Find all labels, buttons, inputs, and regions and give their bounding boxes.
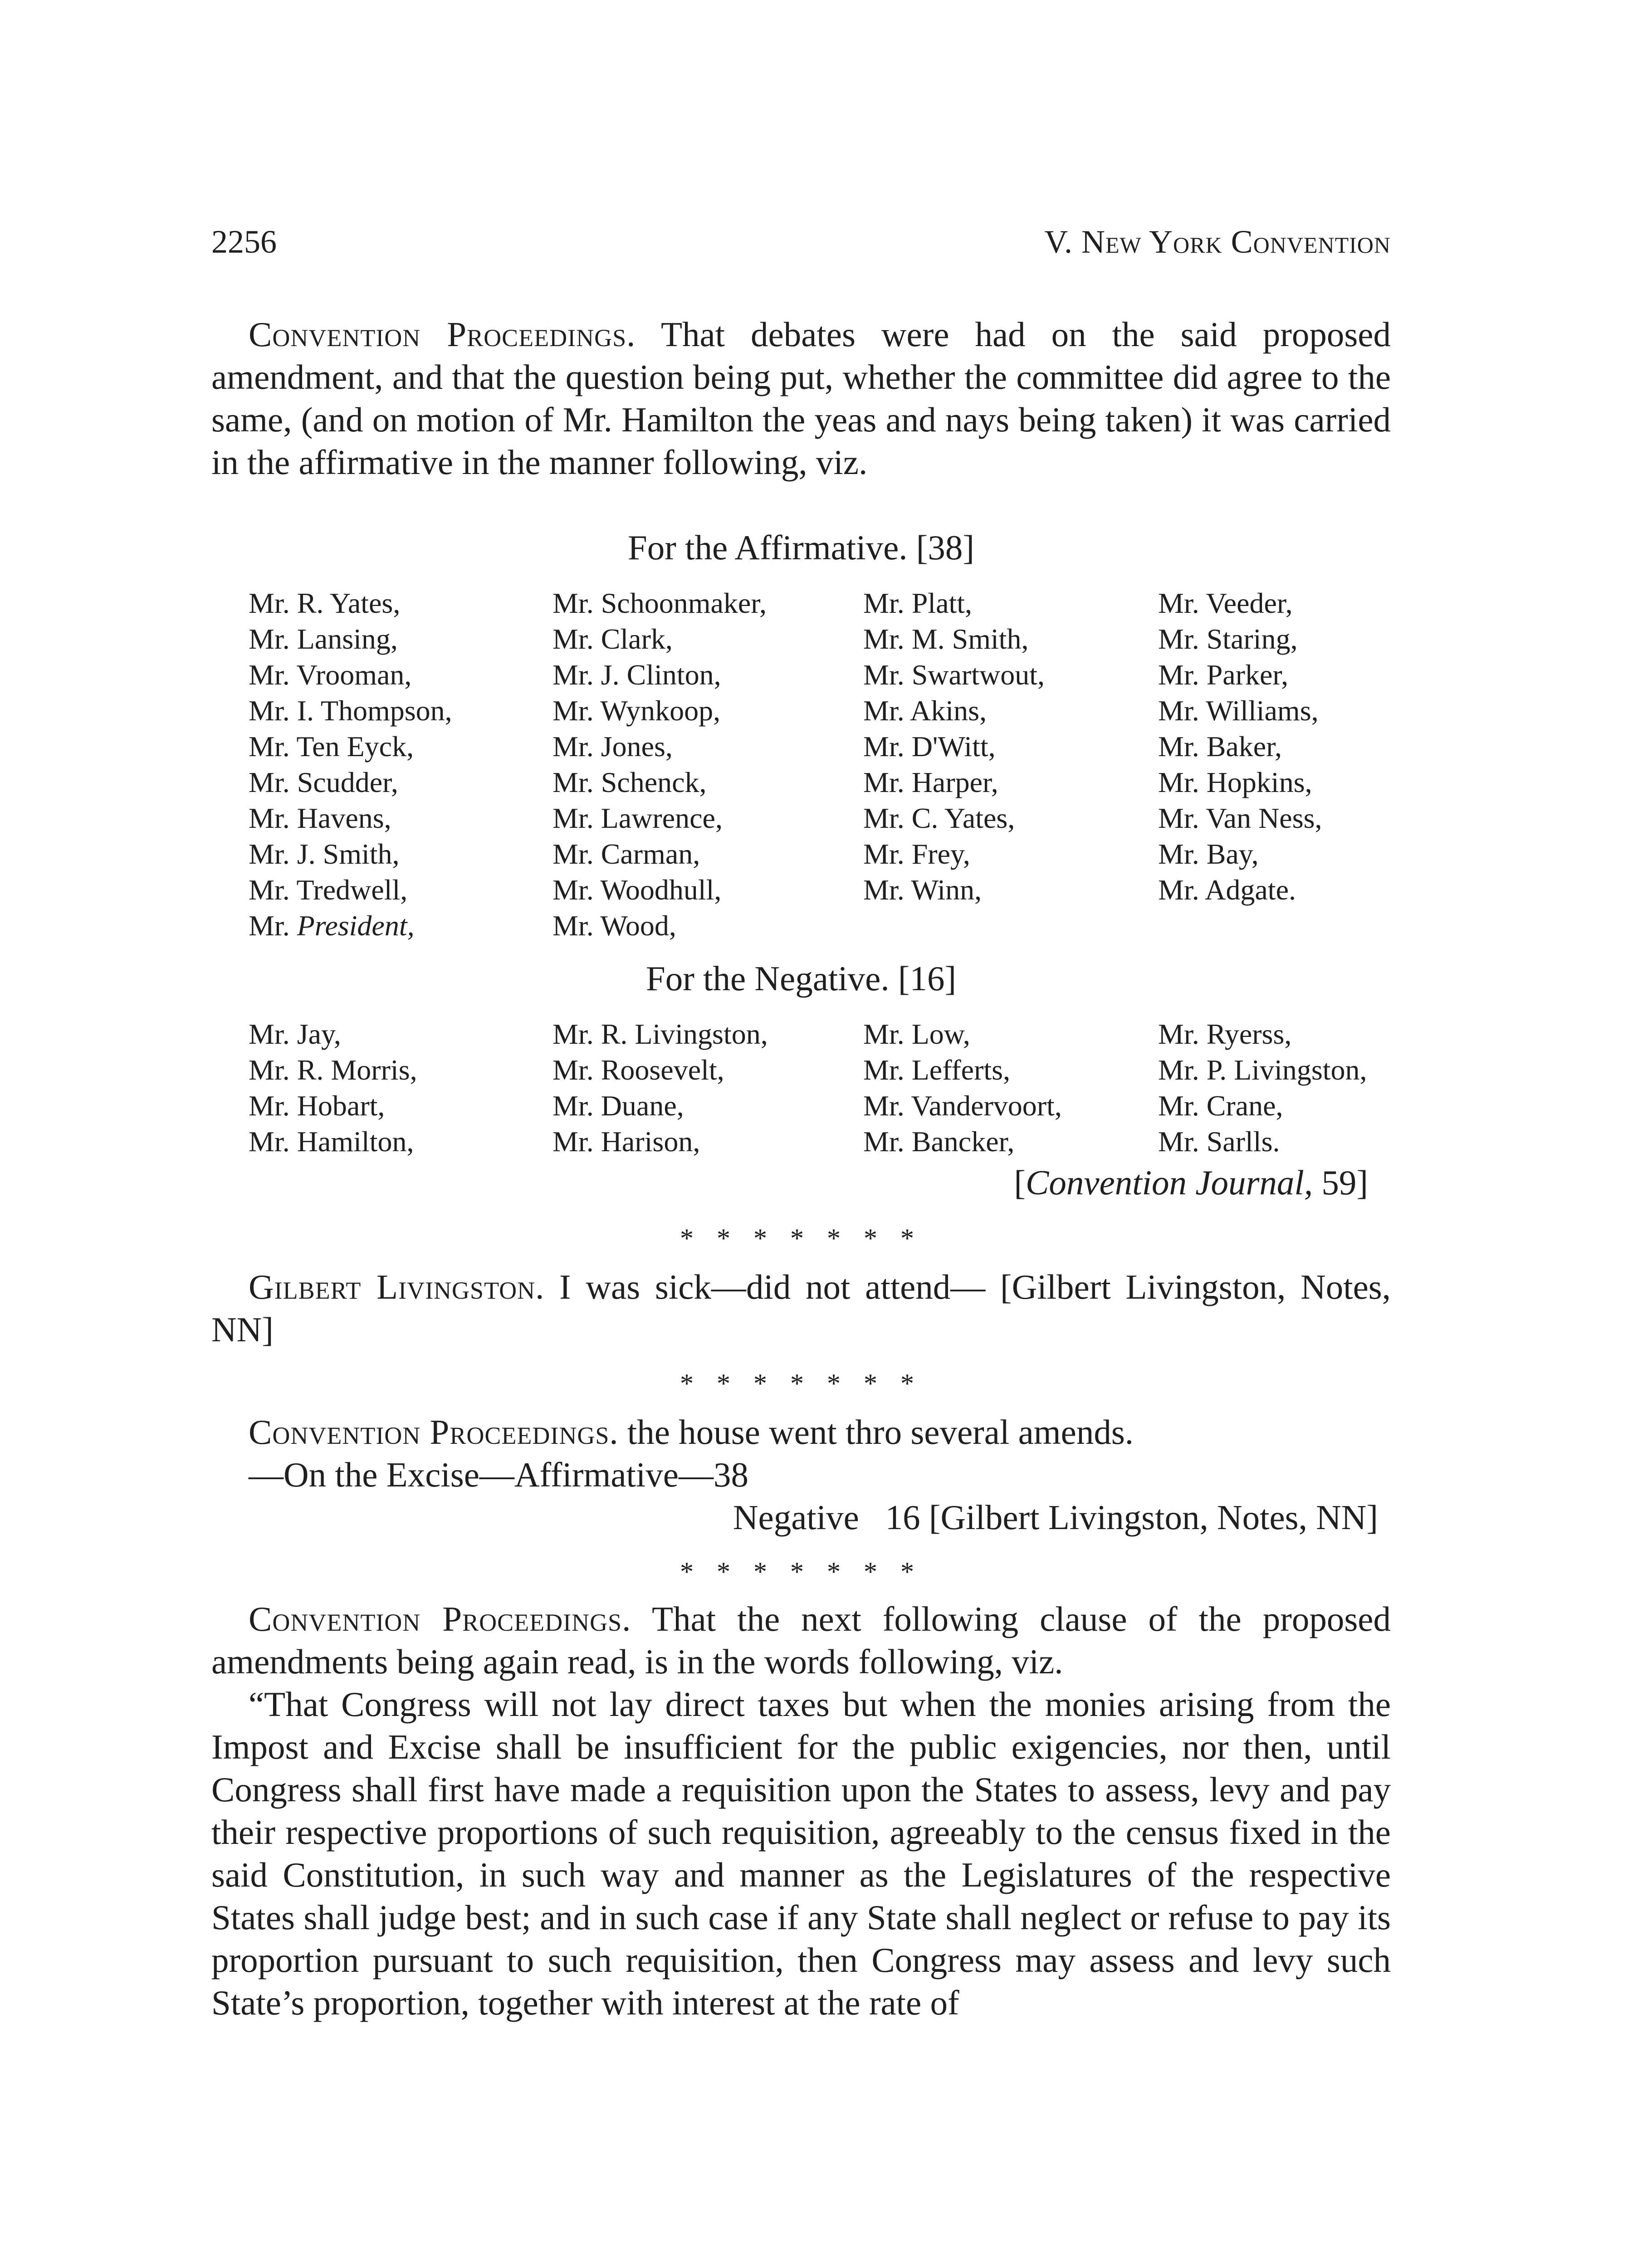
member-name: Mr. Roosevelt, (552, 1054, 724, 1086)
section-separator: * * * * * * * (680, 1557, 922, 1587)
section-separator: * * * * * * * (680, 1223, 922, 1253)
member-name: Mr. Vandervoort, (863, 1090, 1062, 1122)
page-number: 2256 (211, 224, 277, 260)
member-name: Mr. Parker, (1158, 659, 1289, 691)
member-name: Mr. Bancker, (863, 1125, 1015, 1158)
name-row (249, 908, 1391, 943)
name-row (249, 657, 1391, 693)
speaker-label: Convention Proceedings. (249, 1413, 619, 1452)
paragraph-convention-proceedings-3 (211, 1598, 1391, 1683)
member-name: Mr. Williams, (1158, 694, 1319, 727)
member-name: Mr. Jones, (552, 730, 673, 763)
member-name: Mr. Wynkoop, (552, 694, 721, 727)
quoted-amendment: “That Congress will not lay direct taxes but when the monies arising from the Impost and Excise shall be insufficient for the public exigencies, nor then, until Congress shall first have made a requisition upon the States to assess, levy and pay their respective proportions of such requisition, agreeably to the census fixed in the said Constitution, in such way and manner as the Legislatures of the respective States shall judge best; and in such case if any State shall neglect or refuse to pay its proportion pursuant to such requisition, then Congress may assess and levy such State’s proportion, together with interest at the rate of (211, 1685, 1391, 2022)
name-row (249, 836, 1391, 872)
citation-convention-journal (1014, 1161, 1368, 1204)
member-name: Mr. Carman, (552, 838, 700, 870)
name-row (249, 764, 1391, 800)
name-row (249, 728, 1391, 764)
member-name: Mr. Scudder, (249, 766, 398, 798)
citation-page: 59] (1313, 1163, 1368, 1202)
affirmative-heading: For the Affirmative. [38] (627, 528, 975, 567)
member-name: Mr. R. Morris, (249, 1054, 417, 1086)
member-name: Mr. J. Smith, (249, 838, 400, 870)
member-name: Mr. Crane, (1158, 1090, 1283, 1122)
member-name: Mr. Swartwout, (863, 659, 1045, 691)
section-separator: * * * * * * * (680, 1369, 922, 1398)
member-name: Mr. Woodhull, (552, 874, 722, 906)
member-name: Mr. R. Livingston, (552, 1018, 768, 1050)
member-name: Mr. J. Clinton, (552, 659, 721, 691)
member-name: Mr. Lefferts, (863, 1054, 1011, 1086)
negative-name-list (249, 1016, 1391, 1159)
name-row (249, 621, 1391, 657)
member-name: Mr. M. Smith, (863, 623, 1029, 655)
citation-bracket: [ (1014, 1163, 1026, 1202)
member-name: Mr. Hopkins, (1158, 766, 1312, 798)
paragraph-convention-proceedings-1 (211, 313, 1391, 484)
member-name: Mr. Clark, (552, 623, 673, 655)
member-name: Mr. Low, (863, 1018, 970, 1050)
member-name: Mr. Van Ness, (1158, 802, 1322, 834)
member-name: Mr. Schenck, (552, 766, 707, 798)
member-name: Mr. Winn, (863, 874, 982, 906)
paragraph-text: the house went thro several amends. (618, 1413, 1134, 1452)
member-name: Mr. Sarlls. (1158, 1125, 1280, 1158)
member-prefix: Mr. (249, 909, 290, 942)
member-name: Mr. Akins, (863, 694, 987, 727)
paragraph-convention-proceedings-2 (211, 1411, 1391, 1453)
name-row (249, 693, 1391, 728)
paragraph-gilbert-livingston (211, 1266, 1391, 1351)
running-title: V. New York Convention (1044, 224, 1391, 260)
member-name: Mr. D'Witt, (863, 730, 996, 763)
member-name: Mr. Tredwell, (249, 874, 408, 906)
name-row (249, 1052, 1391, 1088)
member-name: Mr. P. Livingston, (1158, 1054, 1367, 1086)
member-name: Mr. Frey, (863, 838, 970, 870)
negative-heading: For the Negative. [16] (645, 959, 957, 998)
name-row (249, 1124, 1391, 1159)
document-page (211, 0, 1391, 2268)
name-row (249, 1016, 1391, 1052)
excise-vote-line: —On the Excise—Affirmative—38 (249, 1455, 748, 1494)
speaker-label: Convention Proceedings. (249, 1599, 631, 1638)
member-name: Mr. Harper, (863, 766, 998, 798)
affirmative-name-list (249, 585, 1391, 943)
name-row (249, 1088, 1391, 1124)
speaker-label: Gilbert Livingston. (249, 1267, 545, 1306)
member-name: Mr. Lawrence, (552, 802, 723, 834)
member-name: Mr. Staring, (1158, 623, 1298, 655)
member-name: Mr. Wood, (552, 909, 676, 942)
citation-source: Convention Journal, (1026, 1163, 1313, 1202)
member-name: Mr. Adgate. (1158, 874, 1296, 906)
president-label: President, (297, 909, 415, 942)
member-name: Mr. Jay, (249, 1018, 341, 1050)
member-name: Mr. R. Yates, (249, 587, 401, 619)
member-name: Mr. Hamilton, (249, 1125, 414, 1158)
speaker-label: Convention Proceedings. (249, 315, 636, 354)
paragraph-text: That debates were had on the said proposed amendment, and that the question being put, whether the committee did agree to the same, (and on motion of Mr. Hamilton the yeas and nays being taken) it was carried in the affirmative in the manner following, viz. (211, 315, 1391, 482)
member-name: Mr. Hobart, (249, 1090, 385, 1122)
member-name: Mr. Vrooman, (249, 659, 412, 691)
member-name: Mr. Duane, (552, 1090, 684, 1122)
paragraph-text: That the next following clause of the proposed amendments being again read, is in the words following, viz. (211, 1599, 1391, 1681)
name-row (249, 800, 1391, 836)
name-row (249, 585, 1391, 621)
name-row (249, 872, 1391, 908)
running-header (211, 221, 1391, 262)
member-name: Mr. Ryerss, (1158, 1018, 1292, 1050)
member-name-president (249, 908, 415, 943)
member-name: Mr. Platt, (863, 587, 973, 619)
member-name: Mr. I. Thompson, (249, 694, 452, 727)
member-name: Mr. Veeder, (1158, 587, 1293, 619)
member-name: Mr. Baker, (1158, 730, 1282, 763)
excise-negative-line: Negative 16 [Gilbert Livingston, Notes, NN] (733, 1498, 1378, 1537)
member-name: Mr. Havens, (249, 802, 391, 834)
member-name: Mr. C. Yates, (863, 802, 1015, 834)
member-name: Mr. Lansing, (249, 623, 398, 655)
member-name: Mr. Schoonmaker, (552, 587, 767, 619)
member-name: Mr. Harison, (552, 1125, 700, 1158)
member-name: Mr. Ten Eyck, (249, 730, 414, 763)
paragraph-text: I was sick—did not attend— [Gilbert Livingston, Notes, NN] (211, 1267, 1391, 1349)
member-name: Mr. Bay, (1158, 838, 1259, 870)
